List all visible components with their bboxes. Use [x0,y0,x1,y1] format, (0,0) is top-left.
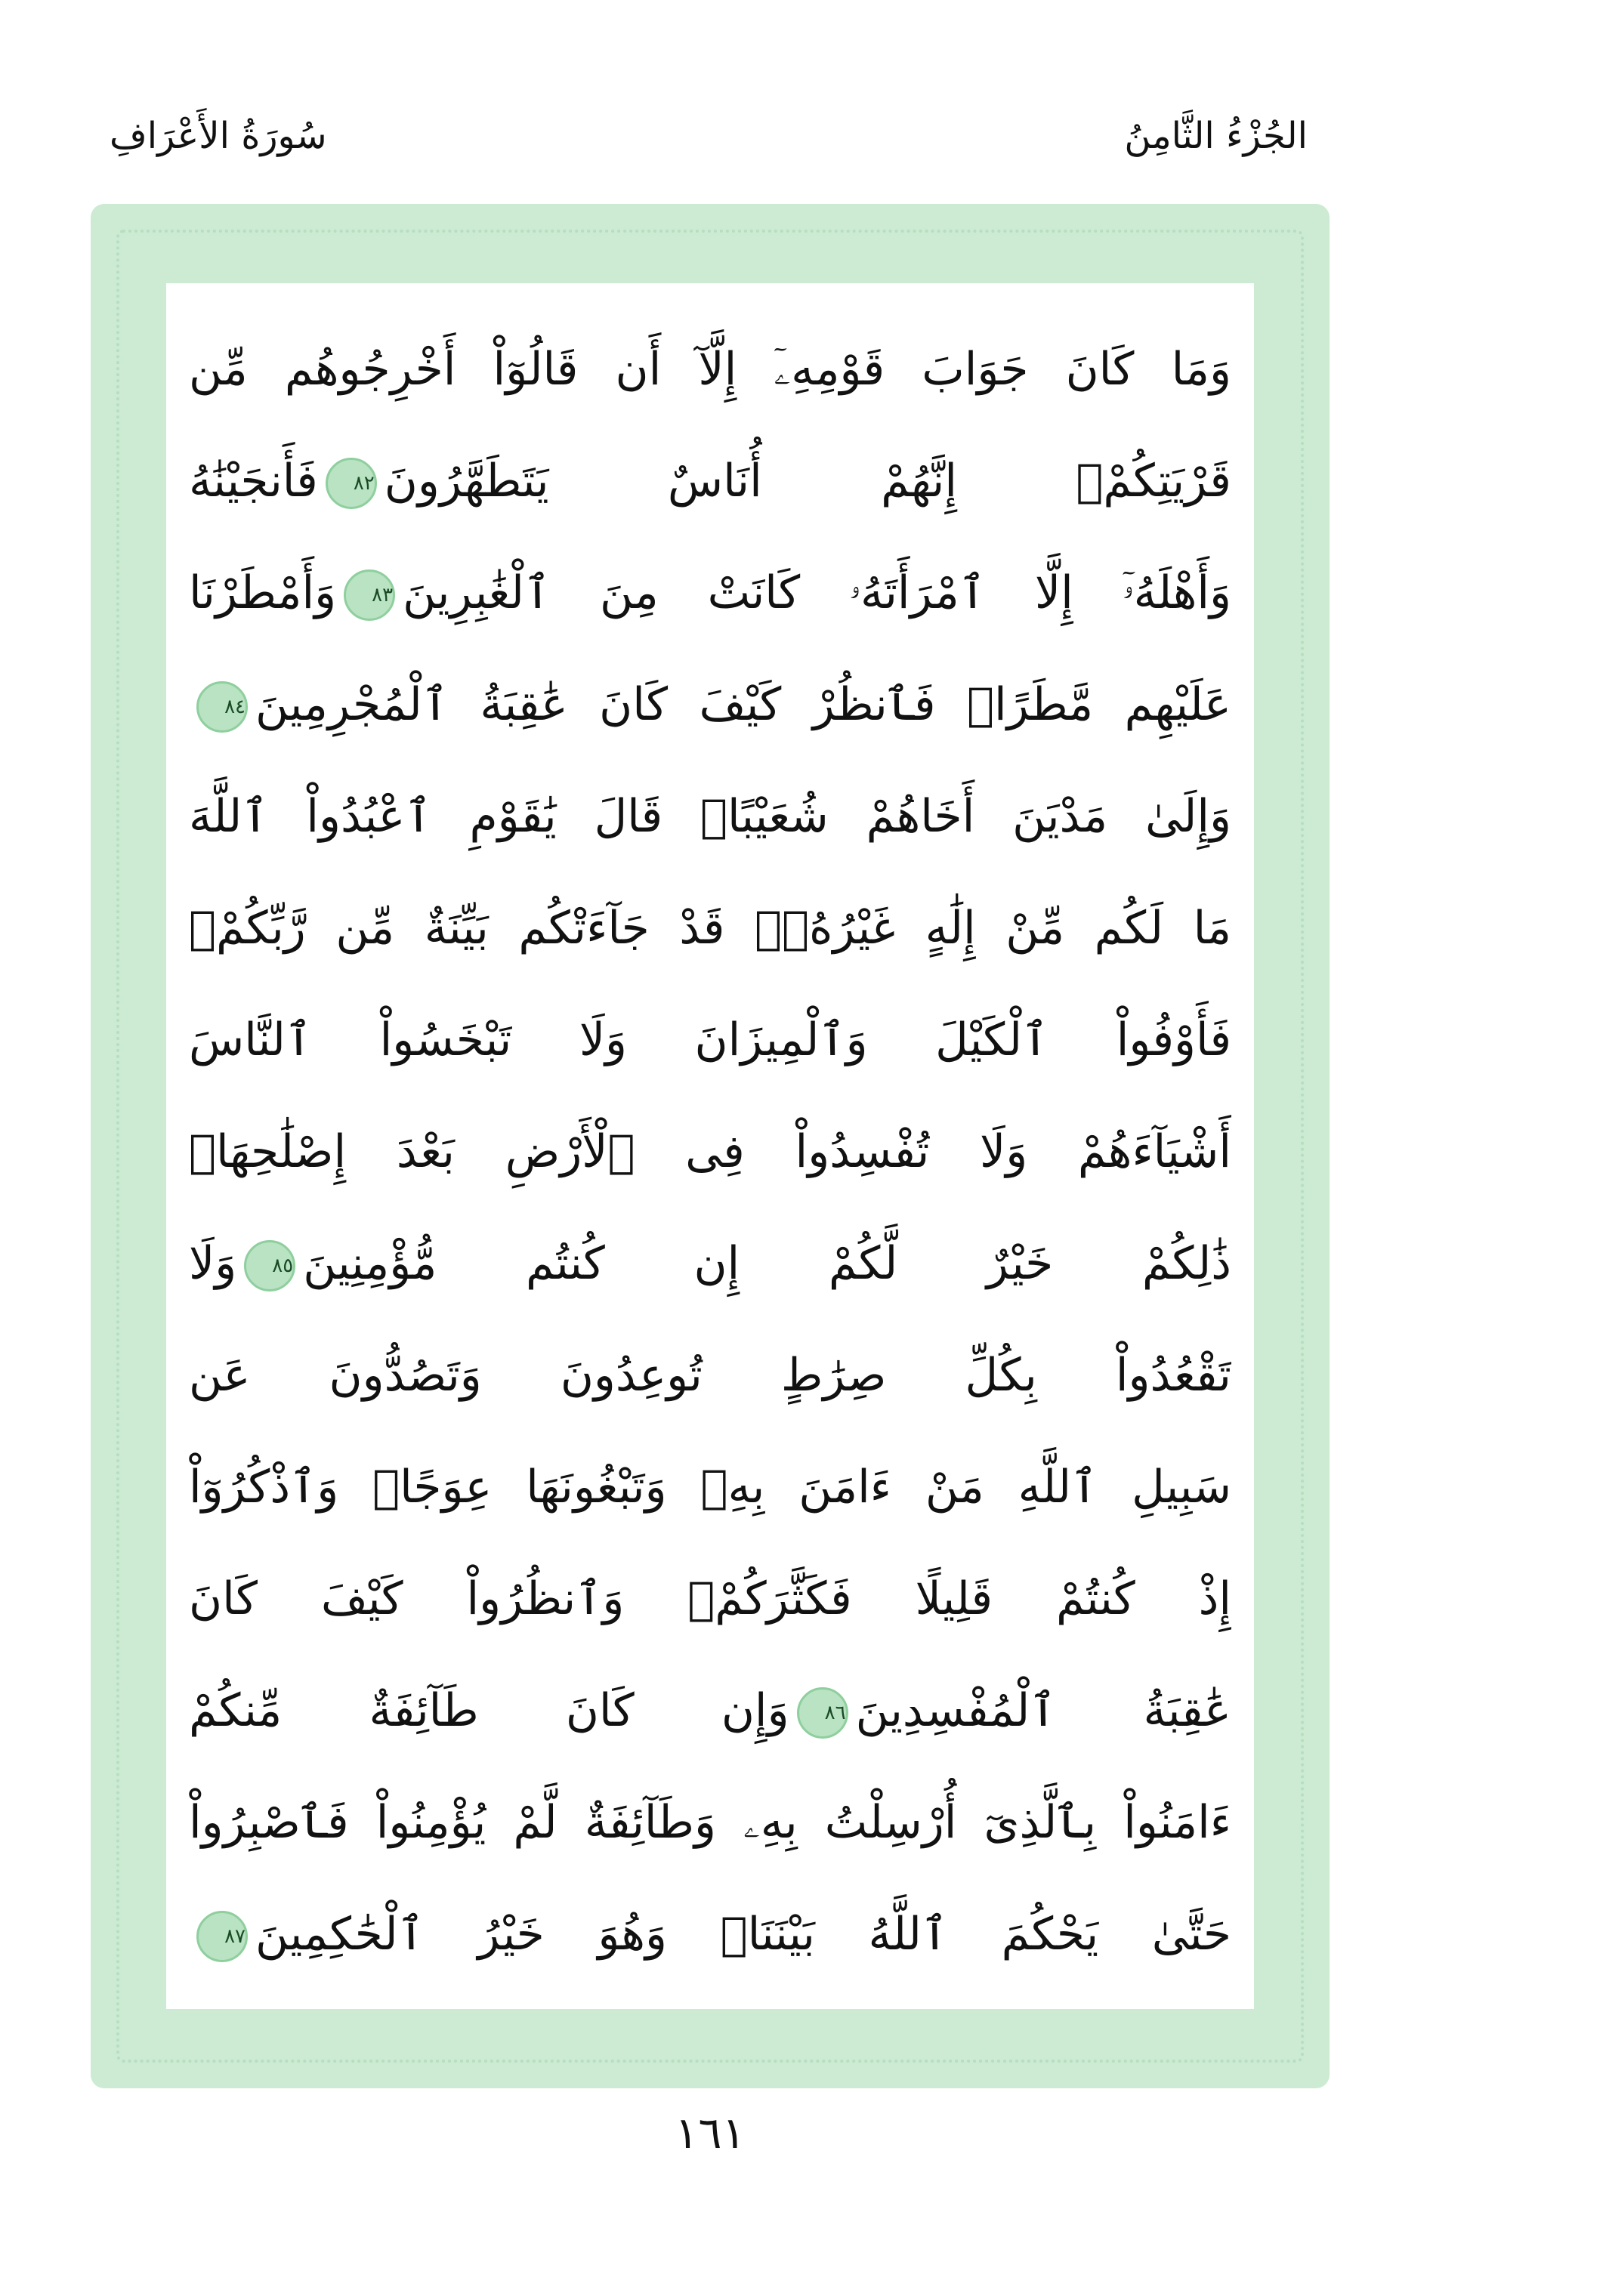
verse-text: وَمَا كَانَ جَوَابَ قَوْمِهِۦٓ إِلَّآ أَن قَالُوٓاْ أَخْرِجُوهُم مِّن [189,343,1231,396]
ayah-number-marker: ٨٤ [196,681,248,733]
ayah-number-marker: ٨٣ [344,569,395,621]
verse-text: تَقْعُدُواْ بِكُلِّ صِرَٰطٍ تُوعِدُونَ وَتَصُدُّونَ عَن [189,1349,1231,1402]
verse-line [189,1208,1231,1319]
verse-line [189,984,1231,1096]
verse-line [189,649,1231,761]
verse-text: حَتَّىٰ يَحْكُمَ ٱللَّهُ بَيْنَنَاۚ وَهُوَ خَيْرُ ٱلْحَٰكِمِينَ [255,1908,1231,1961]
verse-text-continuation: فَأَنجَيْنَٰهُ [189,455,318,508]
verse-line [189,313,1231,425]
ayah-number-marker: ٨٥ [244,1240,295,1292]
verse-lines [189,313,1231,1990]
verse-text: سَبِيلِ ٱللَّهِ مَنْ ءَامَنَ بِهِۦ وَتَبْغُونَهَا عِوَجًاۚ وَٱذْكُرُوٓاْ [189,1461,1231,1514]
verse-line [189,1096,1231,1208]
verse-text: أَشْيَآءَهُمْ وَلَا تُفْسِدُواْ فِى ٱلْأَرْضِ بَعْدَ إِصْلَٰحِهَاۚ [189,1125,1231,1178]
verse-text: وَأَهْلَهُۥٓ إِلَّا ٱمْرَأَتَهُۥ كَانَتْ مِنَ ٱلْغَٰبِرِينَ [403,566,1231,619]
verse-text: فَأَوْفُواْ ٱلْكَيْلَ وَٱلْمِيزَانَ وَلَا تَبْخَسُواْ ٱلنَّاسَ [189,1014,1231,1066]
page-frame [91,204,1330,2088]
verse-line [189,425,1231,537]
verse-line [189,1319,1231,1431]
verse-line [189,1655,1231,1767]
verse-text: ءَامَنُواْ بِٱلَّذِىٓ أُرْسِلْتُ بِهِۦ وَطَآئِفَةٌ لَّمْ يُؤْمِنُواْ فَٱصْبِرُواْ [189,1796,1231,1849]
verse-line [189,1878,1231,1990]
verse-line [189,1543,1231,1655]
verse-line [189,1431,1231,1543]
verse-text-continuation: وَلَا [189,1237,237,1290]
verse-text-continuation: وَأَمْطَرْنَا [189,566,337,619]
verse-text-continuation: وَإِن كَانَ طَآئِفَةٌ مِّنكُمْ [189,1684,789,1737]
juz-name: الجُزْءُ الثَّامِنُ [1124,115,1308,157]
quran-text-panel [166,283,1254,2009]
surah-name: سُورَةُ الأَعْرَافِ [110,115,327,157]
verse-text: إِذْ كُنتُمْ قَلِيلًا فَكَثَّرَكُمْۖ وَٱنظُرُواْ كَيْفَ كَانَ [189,1572,1231,1625]
verse-line [189,537,1231,649]
verse-line [189,1767,1231,1878]
verse-text: ذَٰلِكُمْ خَيْرٌ لَّكُمْ إِن كُنتُم مُّؤْمِنِينَ [303,1237,1231,1290]
page-number: ١٦١ [675,2107,746,2159]
verse-text: مَا لَكُم مِّنْ إِلَٰهٍ غَيْرُهُۥۖ قَدْ جَآءَتْكُم بَيِّنَةٌ مِّن رَّبِّكُمْۖ [189,902,1231,955]
verse-text: قَرْيَتِكُمْۖ إِنَّهُمْ أُنَاسٌ يَتَطَهَّرُونَ [384,455,1231,508]
verse-text: عَٰقِبَةُ ٱلْمُفْسِدِينَ [855,1684,1231,1737]
ayah-number-marker: ٨٦ [797,1687,848,1739]
verse-line [189,872,1231,984]
ayah-number-marker: ٨٧ [196,1911,248,1962]
verse-text: وَإِلَىٰ مَدْيَنَ أَخَاهُمْ شُعَيْبًاۚ قَالَ يَٰقَوْمِ ٱعْبُدُواْ ٱللَّهَ [189,790,1231,843]
verse-line [189,761,1231,872]
verse-text: عَلَيْهِم مَّطَرًاۖ فَٱنظُرْ كَيْفَ كَانَ عَٰقِبَةُ ٱلْمُجْرِمِينَ [255,678,1231,731]
ayah-number-marker: ٨٢ [326,458,377,509]
